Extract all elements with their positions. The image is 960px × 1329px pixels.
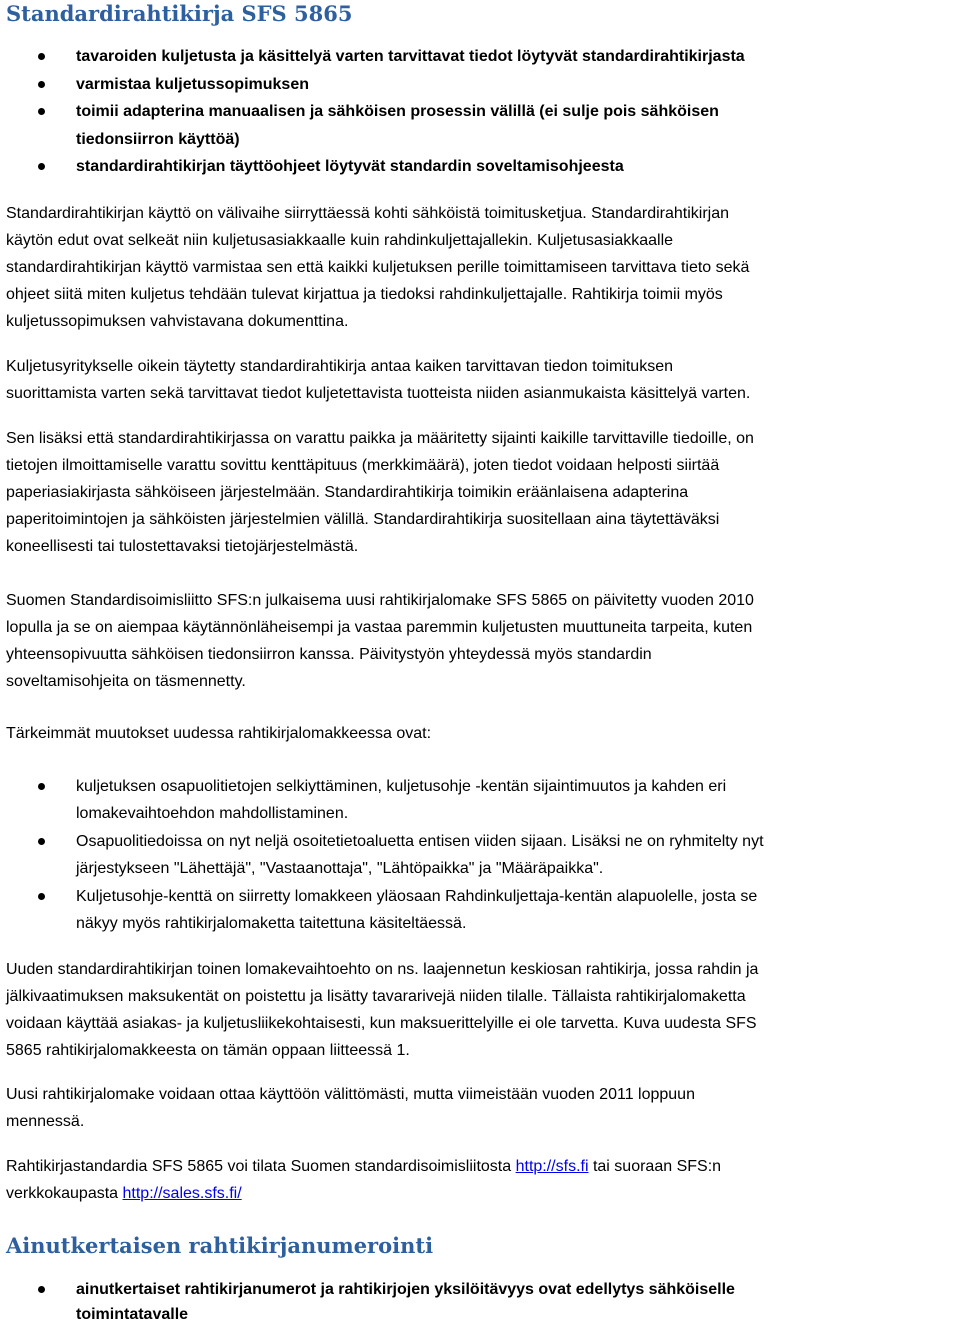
list-item: varmistaa kuljetussopimuksen bbox=[76, 76, 309, 93]
bullet-dot-icon bbox=[38, 53, 45, 60]
paragraph-line: 5865 rahtikirjalomakkeesta on tämän oppaan liitteessä 1. bbox=[6, 1042, 410, 1059]
paragraph-line: Suomen Standardisoimisliitto SFS:n julkaisema uusi rahtikirjalomake SFS 5865 on päivitetty vuoden 2010 bbox=[6, 592, 754, 609]
paragraph-line: standardirahtikirjan käyttö varmistaa sen että kaikki kuljetuksen perille toimittamiseen tarvittava tieto sekä bbox=[6, 259, 750, 276]
paragraph-line: paperitoimintojen ja sähköisten järjestelmien välillä. Standardirahtikirja suositellaan aina täytettäväksi bbox=[6, 511, 720, 528]
paragraph-changes-intro: Tärkeimmät muutokset uudessa rahtikirjalomakkeessa ovat: bbox=[6, 725, 432, 742]
list-item: ainutkertaiset rahtikirjanumerot ja rahtikirjojen yksilöitävyys ovat edellytys sähköiselle bbox=[76, 1281, 735, 1298]
paragraph-line: ohjeet siitä miten kuljetus tehdään tulevat kirjattua ja tiedoksi rahdinkuljettajalle. Rahtikirja toimii myös bbox=[6, 286, 723, 303]
list-item-continuation: lomakevaihtoehdon mahdollistaminen. bbox=[76, 805, 349, 822]
paragraph-line bbox=[6, 1153, 721, 1180]
paragraph-line: tietojen ilmoittamiselle varattu sovittu kenttäpituus (merkkimäärä), joten tiedot voidaan helposti siirtää bbox=[6, 457, 720, 474]
section-heading-unique-numbering: Ainutkertaisen rahtikirjanumerointi bbox=[6, 1233, 434, 1258]
list-item: kuljetuksen osapuolitietojen selkiyttäminen, kuljetusohje -kentän sijaintimuutos ja kahden eri bbox=[76, 778, 727, 795]
paragraph-line: soveltamisohjeita on täsmennetty. bbox=[6, 673, 246, 690]
list-item: tavaroiden kuljetusta ja käsittelyä varten tarvittavat tiedot löytyvät standardirahtikirjasta bbox=[76, 48, 745, 65]
paragraph-line: mennessä. bbox=[6, 1113, 85, 1130]
sales-sfs-link[interactable]: http://sales.sfs.fi/ bbox=[122, 1185, 242, 1202]
paragraph-line: Uusi rahtikirjalomake voidaan ottaa käyttöön välittömästi, mutta viimeistään vuoden 2011 loppuun bbox=[6, 1086, 695, 1103]
paragraph-line: paperiasiakirjasta sähköiseen järjestelmään. Standardirahtikirja toimikin eräänlaisena adapterina bbox=[6, 484, 689, 501]
bullet-dot-icon bbox=[38, 81, 45, 88]
paragraph-line: Uuden standardirahtikirjan toinen lomakevaihtoehto on ns. laajennetun keskiosan rahtikirja, jossa rahdin ja bbox=[6, 961, 759, 978]
list-item: toimii adapterina manuaalisen ja sähköisen prosessin välillä (ei sulje pois sähköisen bbox=[76, 103, 719, 120]
paragraph-line: suorittamista varten sekä tarvittavat tiedot kuljetettavista tuotteista niiden asianmukaista käsittelyä varten. bbox=[6, 385, 751, 402]
bullet-dot-icon bbox=[38, 893, 45, 900]
sfs-link[interactable]: http://sfs.fi bbox=[515, 1158, 589, 1175]
text-span: tai suoraan SFS:n bbox=[588, 1158, 722, 1175]
paragraph-line: lopulla ja se on aiempaa käytännönläheisempi ja vastaa paremmin kuljetusten muuttuneita tarpeita, kuten bbox=[6, 619, 753, 636]
paragraph-line: Sen lisäksi että standardirahtikirjassa on varattu paikka ja määritetty sijainti kaikille tarvittaville tiedoille, on bbox=[6, 430, 754, 447]
paragraph-line: voidaan käyttää asiakas- ja kuljetusliikekohtaisesti, kun maksuerittelyille ei ole tarvetta. Kuva uudesta SFS bbox=[6, 1015, 757, 1032]
paragraph-line: Kuljetusyritykselle oikein täytetty standardirahtikirja antaa kaiken tarvittavan tiedon toimituksen bbox=[6, 358, 673, 375]
bullet-dot-icon bbox=[38, 108, 45, 115]
list-item: standardirahtikirjan täyttöohjeet löytyvät standardin soveltamisohjeesta bbox=[76, 158, 624, 175]
list-item-continuation: näkyy myös rahtikirjalomaketta taitettuna käsiteltäessä. bbox=[76, 915, 467, 932]
bullet-dot-icon bbox=[38, 838, 45, 845]
paragraph-line: jälkivaatimuksen maksukentät on poistettu ja lisätty tavararivejä niiden tilalle. Tällaista rahtikirjalomaketta bbox=[6, 988, 746, 1005]
paragraph-line: käytön edut ovat selkeät niin kuljetusasiakkaalle kuin rahdinkuljettajallekin. Kuljetusasiakkaalle bbox=[6, 232, 674, 249]
paragraph-line: koneellisesti tai tulostettavaksi tietojärjestelmästä. bbox=[6, 538, 359, 555]
list-item-continuation: tiedonsiirron käyttöä) bbox=[76, 131, 240, 148]
list-item: Kuljetusohje-kenttä on siirretty lomakkeen yläosaan Rahdinkuljettaja-kentän alapuolelle, josta se bbox=[76, 888, 758, 905]
list-item-continuation: järjestykseen "Lähettäjä", "Vastaanottaja", "Lähtöpaikka" ja "Määräpaikka". bbox=[76, 860, 604, 877]
bullet-dot-icon bbox=[38, 783, 45, 790]
bullet-dot-icon bbox=[38, 163, 45, 170]
text-span: verkkokaupasta bbox=[6, 1185, 123, 1202]
paragraph-line: Standardirahtikirjan käyttö on välivaihe siirryttäessä kohti sähköistä toimitusketjua. Standardirahtikirjan bbox=[6, 205, 730, 222]
list-item-continuation: toimintatavalle bbox=[76, 1306, 189, 1323]
bullet-dot-icon bbox=[38, 1286, 45, 1293]
paragraph-line bbox=[6, 1180, 242, 1207]
paragraph-line: yhteensopivuutta sähköisen tiedonsiirron kanssa. Päivitystyön yhteydessä myös standardin bbox=[6, 646, 652, 663]
paragraph-line: kuljetussopimuksen vahvistavana dokumenttina. bbox=[6, 313, 349, 330]
text-span: Rahtikirjastandardia SFS 5865 voi tilata Suomen standardisoimisliitosta bbox=[6, 1158, 516, 1175]
list-item: Osapuolitiedoissa on nyt neljä osoitetietoaluetta entisen viiden sijaan. Lisäksi ne on ryhmitelty nyt bbox=[76, 833, 764, 850]
section-heading-sfs-5865: Standardirahtikirja SFS 5865 bbox=[6, 1, 353, 26]
